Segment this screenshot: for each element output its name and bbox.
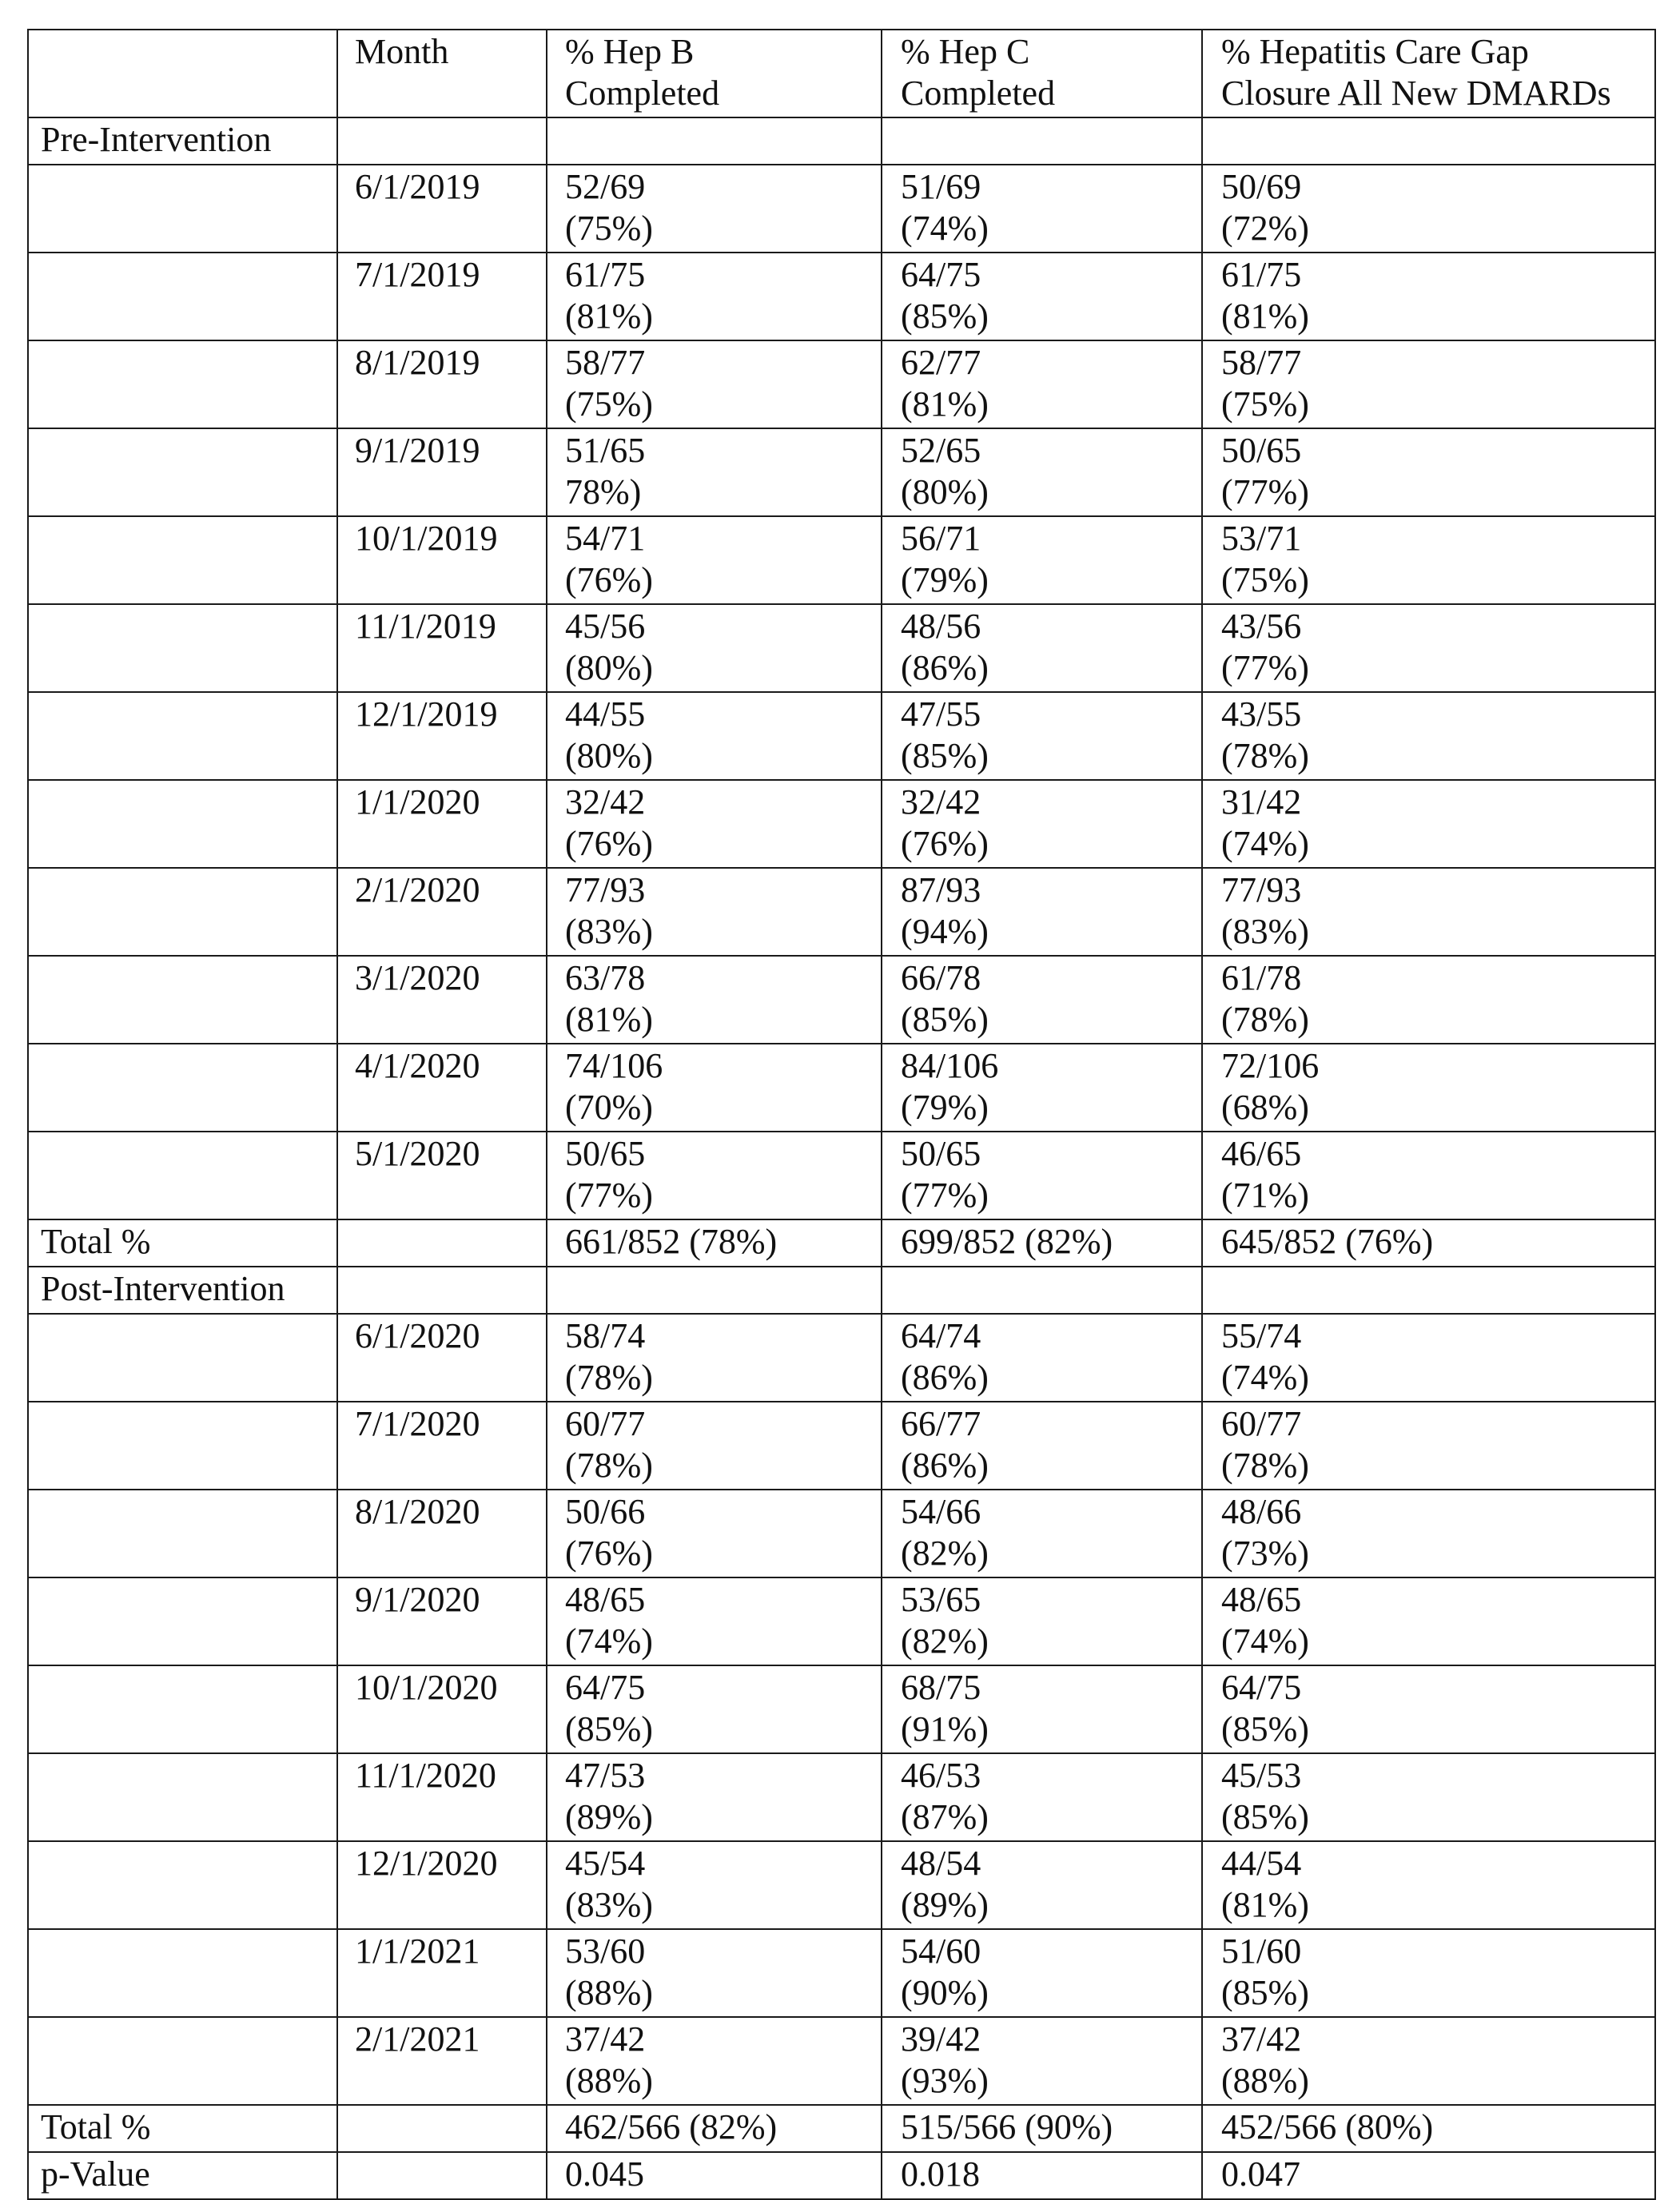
care-gap-cell-line-2: (77%): [1221, 648, 1309, 687]
month-cell: 12/1/2020: [337, 1841, 547, 1929]
header-care-gap-line-1: % Hepatitis Care Gap: [1221, 32, 1529, 71]
table-row: [28, 1841, 1655, 1929]
care-gap-cell-line-2: (75%): [1221, 384, 1309, 424]
hep-b-cell-line-1: 50/66: [565, 1492, 646, 1531]
hep-b-cell: 462/566 (82%): [547, 2105, 882, 2152]
hep-b-cell-line-2: (76%): [565, 560, 653, 599]
table-row: [28, 692, 1655, 780]
hep-c-cell: [882, 1577, 1202, 1665]
hep-b-cell-line-2: (77%): [565, 1176, 653, 1215]
hep-c-cell-line-2: (82%): [901, 1534, 989, 1573]
hep-b-cell: [547, 1044, 882, 1132]
care-gap-cell: [1202, 1132, 1655, 1219]
hep-b-cell-line-2: (75%): [565, 384, 653, 424]
hep-b-cell-line-2: (74%): [565, 1621, 653, 1661]
table-row: [28, 956, 1655, 1044]
hep-b-cell: 0.045: [547, 2152, 882, 2199]
hep-b-cell-line-1: 51/65: [565, 431, 646, 470]
hep-b-cell: [547, 516, 882, 604]
hep-b-cell-line-2: 78%): [565, 472, 642, 511]
hep-c-cell: [882, 604, 1202, 692]
hep-b-cell-line-1: 37/42: [565, 2019, 646, 2059]
hep-c-cell: [882, 1929, 1202, 2017]
care-gap-cell: [1202, 165, 1655, 253]
empty-cell: [28, 692, 337, 780]
hep-b-cell-line-1: 61/75: [565, 255, 646, 294]
hep-b-cell: [547, 1841, 882, 1929]
month-cell: 6/1/2020: [337, 1314, 547, 1402]
table-row: [28, 1490, 1655, 1577]
care-gap-cell-line-1: 46/65: [1221, 1134, 1302, 1173]
header-cell-hep-b: [547, 30, 882, 117]
month-cell: 3/1/2020: [337, 956, 547, 1044]
hep-b-cell-line-2: (76%): [565, 1534, 653, 1573]
hep-c-cell-line-1: 46/53: [901, 1756, 981, 1795]
care-gap-cell-line-2: (85%): [1221, 1973, 1309, 2012]
header-cell-blank: [28, 30, 337, 117]
empty-cell: [28, 1132, 337, 1219]
hep-c-cell: [882, 1132, 1202, 1219]
hep-c-cell-line-2: (82%): [901, 1621, 989, 1661]
hep-c-cell: [882, 868, 1202, 956]
month-cell: 8/1/2020: [337, 1490, 547, 1577]
care-gap-cell-line-1: 58/77: [1221, 343, 1302, 382]
hep-c-cell-line-1: 56/71: [901, 519, 981, 558]
hep-b-cell-line-2: (78%): [565, 1446, 653, 1485]
empty-cell: [28, 1929, 337, 2017]
hep-c-cell-line-2: (81%): [901, 384, 989, 424]
hep-c-cell-line-2: (90%): [901, 1973, 989, 2012]
hep-b-cell-line-1: 50/65: [565, 1134, 646, 1173]
hep-c-cell: [882, 1044, 1202, 1132]
hep-b-cell-line-1: 60/77: [565, 1404, 646, 1443]
care-gap-cell-line-1: 61/78: [1221, 958, 1302, 997]
hep-b-cell: [547, 340, 882, 428]
hep-b-cell-line-1: 54/71: [565, 519, 646, 558]
hep-c-cell-line-1: 84/106: [901, 1046, 999, 1085]
empty-cell: [1202, 1267, 1655, 1314]
care-gap-cell-line-2: (74%): [1221, 1621, 1309, 1661]
care-gap-cell: [1202, 2017, 1655, 2105]
month-cell: 2/1/2021: [337, 2017, 547, 2105]
month-cell: 11/1/2019: [337, 604, 547, 692]
hep-b-cell: [547, 2017, 882, 2105]
month-cell: 4/1/2020: [337, 1044, 547, 1132]
hep-b-cell-line-2: (78%): [565, 1358, 653, 1397]
month-cell: 7/1/2019: [337, 253, 547, 340]
header-row: [28, 30, 1655, 117]
care-gap-cell: 645/852 (76%): [1202, 1219, 1655, 1267]
care-gap-cell-line-2: (81%): [1221, 296, 1309, 336]
care-gap-cell-line-2: (85%): [1221, 1709, 1309, 1748]
care-gap-cell-line-2: (81%): [1221, 1885, 1309, 1924]
hep-c-cell-line-1: 48/54: [901, 1844, 981, 1883]
table-row: [28, 1402, 1655, 1490]
hep-c-cell-line-1: 52/65: [901, 431, 981, 470]
hep-b-cell-line-1: 58/74: [565, 1316, 646, 1355]
care-gap-cell: 0.047: [1202, 2152, 1655, 2199]
care-gap-cell-line-1: 48/65: [1221, 1580, 1302, 1619]
post-intervention-section-row: [28, 1267, 1655, 1314]
care-gap-cell: [1202, 1929, 1655, 2017]
hep-b-cell-line-2: (80%): [565, 648, 653, 687]
hep-c-cell-line-1: 66/77: [901, 1404, 981, 1443]
hep-c-cell-line-1: 53/65: [901, 1580, 981, 1619]
care-gap-cell-line-1: 50/69: [1221, 167, 1302, 206]
hep-c-cell: [882, 516, 1202, 604]
table-row: [28, 428, 1655, 516]
header-hep-b-line-2: Completed: [565, 74, 720, 113]
hep-c-cell-line-1: 66/78: [901, 958, 981, 997]
care-gap-cell: 452/566 (80%): [1202, 2105, 1655, 2152]
hep-c-cell: 699/852 (82%): [882, 1219, 1202, 1267]
care-gap-cell: [1202, 1665, 1655, 1753]
empty-cell: [28, 604, 337, 692]
header-cell-hep-c: [882, 30, 1202, 117]
care-gap-cell-line-1: 77/93: [1221, 870, 1302, 909]
empty-cell: [28, 1402, 337, 1490]
care-gap-cell-line-1: 60/77: [1221, 1404, 1302, 1443]
care-gap-cell-line-1: 50/65: [1221, 431, 1302, 470]
hep-b-cell-line-2: (75%): [565, 209, 653, 248]
care-gap-cell-line-2: (72%): [1221, 209, 1309, 248]
hep-c-cell-line-1: 68/75: [901, 1668, 981, 1707]
hep-b-cell-line-2: (76%): [565, 824, 653, 863]
table-row: [28, 780, 1655, 868]
hep-b-cell-line-2: (85%): [565, 1709, 653, 1748]
hep-b-cell: [547, 1490, 882, 1577]
hep-b-cell-line-1: 64/75: [565, 1668, 646, 1707]
hep-c-cell-line-2: (85%): [901, 1000, 989, 1039]
hep-b-cell-line-1: 77/93: [565, 870, 646, 909]
care-gap-cell-line-2: (74%): [1221, 1358, 1309, 1397]
header-cell-month: Month: [337, 30, 547, 117]
section-label: Post-Intervention: [28, 1267, 337, 1314]
care-gap-cell: [1202, 868, 1655, 956]
month-cell: 6/1/2019: [337, 165, 547, 253]
hep-b-cell: [547, 780, 882, 868]
care-gap-cell: [1202, 253, 1655, 340]
empty-cell: [28, 1665, 337, 1753]
table-row: [28, 2017, 1655, 2105]
hepatitis-care-gap-table-container: [27, 29, 1656, 2200]
hep-c-cell-line-2: (85%): [901, 296, 989, 336]
care-gap-cell-line-2: (77%): [1221, 472, 1309, 511]
hep-c-cell: 0.018: [882, 2152, 1202, 2199]
month-cell: 1/1/2021: [337, 1929, 547, 2017]
hep-b-cell-line-1: 32/42: [565, 782, 646, 822]
hep-c-cell-line-1: 54/60: [901, 1931, 981, 1971]
empty-cell: [28, 780, 337, 868]
hep-c-cell: [882, 340, 1202, 428]
empty-cell: [28, 1314, 337, 1402]
hep-b-cell-line-1: 47/53: [565, 1756, 646, 1795]
empty-cell: [28, 956, 337, 1044]
care-gap-cell-line-1: 44/54: [1221, 1844, 1302, 1883]
hep-c-cell-line-1: 39/42: [901, 2019, 981, 2059]
care-gap-cell-line-1: 43/56: [1221, 607, 1302, 646]
hep-b-cell: [547, 956, 882, 1044]
care-gap-cell-line-2: (75%): [1221, 560, 1309, 599]
hep-c-cell-line-2: (89%): [901, 1885, 989, 1924]
hep-c-cell: [882, 780, 1202, 868]
empty-cell: [28, 340, 337, 428]
table-row: [28, 340, 1655, 428]
empty-cell: [547, 1267, 882, 1314]
care-gap-cell-line-1: 48/66: [1221, 1492, 1302, 1531]
empty-cell: [28, 1753, 337, 1841]
section-label: Pre-Intervention: [28, 117, 337, 165]
header-cell-care-gap: [1202, 30, 1655, 117]
care-gap-cell: [1202, 956, 1655, 1044]
hep-c-cell-line-2: (86%): [901, 1446, 989, 1485]
care-gap-cell: [1202, 1841, 1655, 1929]
care-gap-cell: [1202, 516, 1655, 604]
pre-intervention-section-row: [28, 117, 1655, 165]
hep-b-cell-line-1: 53/60: [565, 1931, 646, 1971]
empty-cell: [882, 1267, 1202, 1314]
care-gap-cell-line-1: 61/75: [1221, 255, 1302, 294]
hep-c-cell: [882, 692, 1202, 780]
hep-b-cell: [547, 1577, 882, 1665]
care-gap-cell-line-1: 53/71: [1221, 519, 1302, 558]
hep-c-cell: [882, 2017, 1202, 2105]
hep-c-cell-line-1: 32/42: [901, 782, 981, 822]
hep-c-cell: [882, 165, 1202, 253]
month-cell: 9/1/2019: [337, 428, 547, 516]
care-gap-cell-line-1: 43/55: [1221, 694, 1302, 734]
hep-c-cell-line-2: (77%): [901, 1176, 989, 1215]
hep-b-cell-line-1: 45/54: [565, 1844, 646, 1883]
pre-total-row: [28, 1219, 1655, 1267]
table-row: [28, 1929, 1655, 2017]
month-cell: 1/1/2020: [337, 780, 547, 868]
empty-cell: [28, 1841, 337, 1929]
hep-b-cell-line-1: 45/56: [565, 607, 646, 646]
care-gap-cell-line-2: (71%): [1221, 1176, 1309, 1215]
row-label: Total %: [28, 1219, 337, 1267]
hep-b-cell: [547, 428, 882, 516]
care-gap-cell: [1202, 692, 1655, 780]
hep-c-cell-line-1: 54/66: [901, 1492, 981, 1531]
care-gap-cell-line-2: (78%): [1221, 1446, 1309, 1485]
header-hep-b-line-1: % Hep B: [565, 32, 695, 71]
hep-b-cell-line-2: (88%): [565, 1973, 653, 2012]
care-gap-cell-line-1: 55/74: [1221, 1316, 1302, 1355]
care-gap-cell-line-2: (68%): [1221, 1088, 1309, 1127]
hep-c-cell: [882, 428, 1202, 516]
hep-b-cell-line-1: 44/55: [565, 694, 646, 734]
header-hep-c-line-1: % Hep C: [901, 32, 1030, 71]
care-gap-cell-line-1: 37/42: [1221, 2019, 1302, 2059]
hep-b-cell: [547, 1929, 882, 2017]
hep-c-cell-line-2: (86%): [901, 648, 989, 687]
month-cell: 8/1/2019: [337, 340, 547, 428]
care-gap-cell: [1202, 780, 1655, 868]
hep-c-cell-line-1: 64/75: [901, 255, 981, 294]
hepatitis-care-gap-table: [27, 29, 1656, 2200]
empty-cell: [337, 1219, 547, 1267]
month-cell: 2/1/2020: [337, 868, 547, 956]
empty-cell: [28, 165, 337, 253]
care-gap-cell-line-2: (78%): [1221, 736, 1309, 775]
hep-b-cell-line-1: 63/78: [565, 958, 646, 997]
empty-cell: [337, 1267, 547, 1314]
hep-b-cell-line-2: (83%): [565, 1885, 653, 1924]
table-row: [28, 516, 1655, 604]
hep-b-cell-line-2: (83%): [565, 912, 653, 951]
empty-cell: [28, 2017, 337, 2105]
hep-c-cell-line-1: 50/65: [901, 1134, 981, 1173]
table-row: [28, 1044, 1655, 1132]
empty-cell: [337, 2105, 547, 2152]
hep-c-cell: [882, 1753, 1202, 1841]
month-cell: 10/1/2020: [337, 1665, 547, 1753]
hep-c-cell-line-1: 51/69: [901, 167, 981, 206]
empty-cell: [882, 117, 1202, 165]
hep-c-cell-line-2: (79%): [901, 560, 989, 599]
empty-cell: [547, 117, 882, 165]
hep-b-cell: [547, 1132, 882, 1219]
care-gap-cell: [1202, 1490, 1655, 1577]
month-cell: 12/1/2019: [337, 692, 547, 780]
hep-b-cell: [547, 253, 882, 340]
table-row: [28, 1314, 1655, 1402]
hep-c-cell-line-1: 62/77: [901, 343, 981, 382]
care-gap-cell: [1202, 1402, 1655, 1490]
hep-c-cell-line-2: (94%): [901, 912, 989, 951]
hep-b-cell-line-1: 74/106: [565, 1046, 663, 1085]
care-gap-cell-line-1: 64/75: [1221, 1668, 1302, 1707]
hep-c-cell-line-1: 87/93: [901, 870, 981, 909]
hep-b-cell: [547, 1314, 882, 1402]
hep-b-cell: [547, 604, 882, 692]
table-row: [28, 1577, 1655, 1665]
empty-cell: [1202, 117, 1655, 165]
hep-c-cell-line-2: (86%): [901, 1358, 989, 1397]
hep-c-cell: [882, 956, 1202, 1044]
hep-b-cell-line-2: (70%): [565, 1088, 653, 1127]
hep-c-cell-line-1: 48/56: [901, 607, 981, 646]
empty-cell: [28, 253, 337, 340]
row-label: p-Value: [28, 2152, 337, 2199]
month-cell: 10/1/2019: [337, 516, 547, 604]
care-gap-cell-line-2: (85%): [1221, 1797, 1309, 1836]
hep-c-cell: [882, 253, 1202, 340]
hep-b-cell: 661/852 (78%): [547, 1219, 882, 1267]
hep-c-cell: [882, 1841, 1202, 1929]
care-gap-cell-line-1: 72/106: [1221, 1046, 1320, 1085]
hep-b-cell-line-2: (80%): [565, 736, 653, 775]
hep-c-cell-line-2: (79%): [901, 1088, 989, 1127]
hep-c-cell: 515/566 (90%): [882, 2105, 1202, 2152]
hep-c-cell-line-2: (87%): [901, 1797, 989, 1836]
hep-c-cell-line-2: (93%): [901, 2061, 989, 2100]
care-gap-cell-line-1: 45/53: [1221, 1756, 1302, 1795]
hep-c-cell-line-2: (85%): [901, 736, 989, 775]
table-row: [28, 604, 1655, 692]
care-gap-cell: [1202, 340, 1655, 428]
post-total-row: [28, 2105, 1655, 2152]
hep-c-cell: [882, 1402, 1202, 1490]
care-gap-cell-line-1: 31/42: [1221, 782, 1302, 822]
table-row: [28, 165, 1655, 253]
table-row: [28, 1753, 1655, 1841]
empty-cell: [28, 1044, 337, 1132]
table-row: [28, 868, 1655, 956]
empty-cell: [337, 117, 547, 165]
empty-cell: [28, 428, 337, 516]
care-gap-cell-line-2: (78%): [1221, 1000, 1309, 1039]
header-care-gap-line-2: Closure All New DMARDs: [1221, 74, 1611, 113]
table-row: [28, 1665, 1655, 1753]
table-row: [28, 253, 1655, 340]
care-gap-cell-line-2: (88%): [1221, 2061, 1309, 2100]
hep-b-cell-line-2: (81%): [565, 1000, 653, 1039]
hep-b-cell-line-2: (81%): [565, 296, 653, 336]
row-label: Total %: [28, 2105, 337, 2152]
table-body: [28, 30, 1655, 2199]
care-gap-cell: [1202, 604, 1655, 692]
hep-c-cell: [882, 1314, 1202, 1402]
hep-b-cell-line-2: (88%): [565, 2061, 653, 2100]
hep-b-cell: [547, 1665, 882, 1753]
care-gap-cell: [1202, 1044, 1655, 1132]
month-cell: 9/1/2020: [337, 1577, 547, 1665]
care-gap-cell: [1202, 1314, 1655, 1402]
hep-c-cell-line-2: (80%): [901, 472, 989, 511]
care-gap-cell: [1202, 1577, 1655, 1665]
hep-b-cell-line-1: 52/69: [565, 167, 646, 206]
care-gap-cell: [1202, 428, 1655, 516]
empty-cell: [28, 868, 337, 956]
table-row: [28, 1132, 1655, 1219]
empty-cell: [28, 1577, 337, 1665]
hep-c-cell: [882, 1490, 1202, 1577]
hep-c-cell-line-1: 47/55: [901, 694, 981, 734]
hep-c-cell: [882, 1665, 1202, 1753]
hep-b-cell-line-1: 48/65: [565, 1580, 646, 1619]
care-gap-cell-line-2: (74%): [1221, 824, 1309, 863]
care-gap-cell-line-1: 51/60: [1221, 1931, 1302, 1971]
header-hep-c-line-2: Completed: [901, 74, 1056, 113]
hep-b-cell: [547, 165, 882, 253]
empty-cell: [28, 516, 337, 604]
hep-b-cell: [547, 1753, 882, 1841]
care-gap-cell-line-2: (73%): [1221, 1534, 1309, 1573]
hep-b-cell: [547, 692, 882, 780]
hep-b-cell-line-1: 58/77: [565, 343, 646, 382]
hep-b-cell: [547, 868, 882, 956]
care-gap-cell-line-2: (83%): [1221, 912, 1309, 951]
empty-cell: [28, 1490, 337, 1577]
hep-c-cell-line-2: (91%): [901, 1709, 989, 1748]
hep-c-cell-line-2: (76%): [901, 824, 989, 863]
care-gap-cell: [1202, 1753, 1655, 1841]
hep-c-cell-line-2: (74%): [901, 209, 989, 248]
hep-b-cell-line-2: (89%): [565, 1797, 653, 1836]
month-cell: 11/1/2020: [337, 1753, 547, 1841]
month-cell: 5/1/2020: [337, 1132, 547, 1219]
month-cell: 7/1/2020: [337, 1402, 547, 1490]
hep-c-cell-line-1: 64/74: [901, 1316, 981, 1355]
hep-b-cell: [547, 1402, 882, 1490]
